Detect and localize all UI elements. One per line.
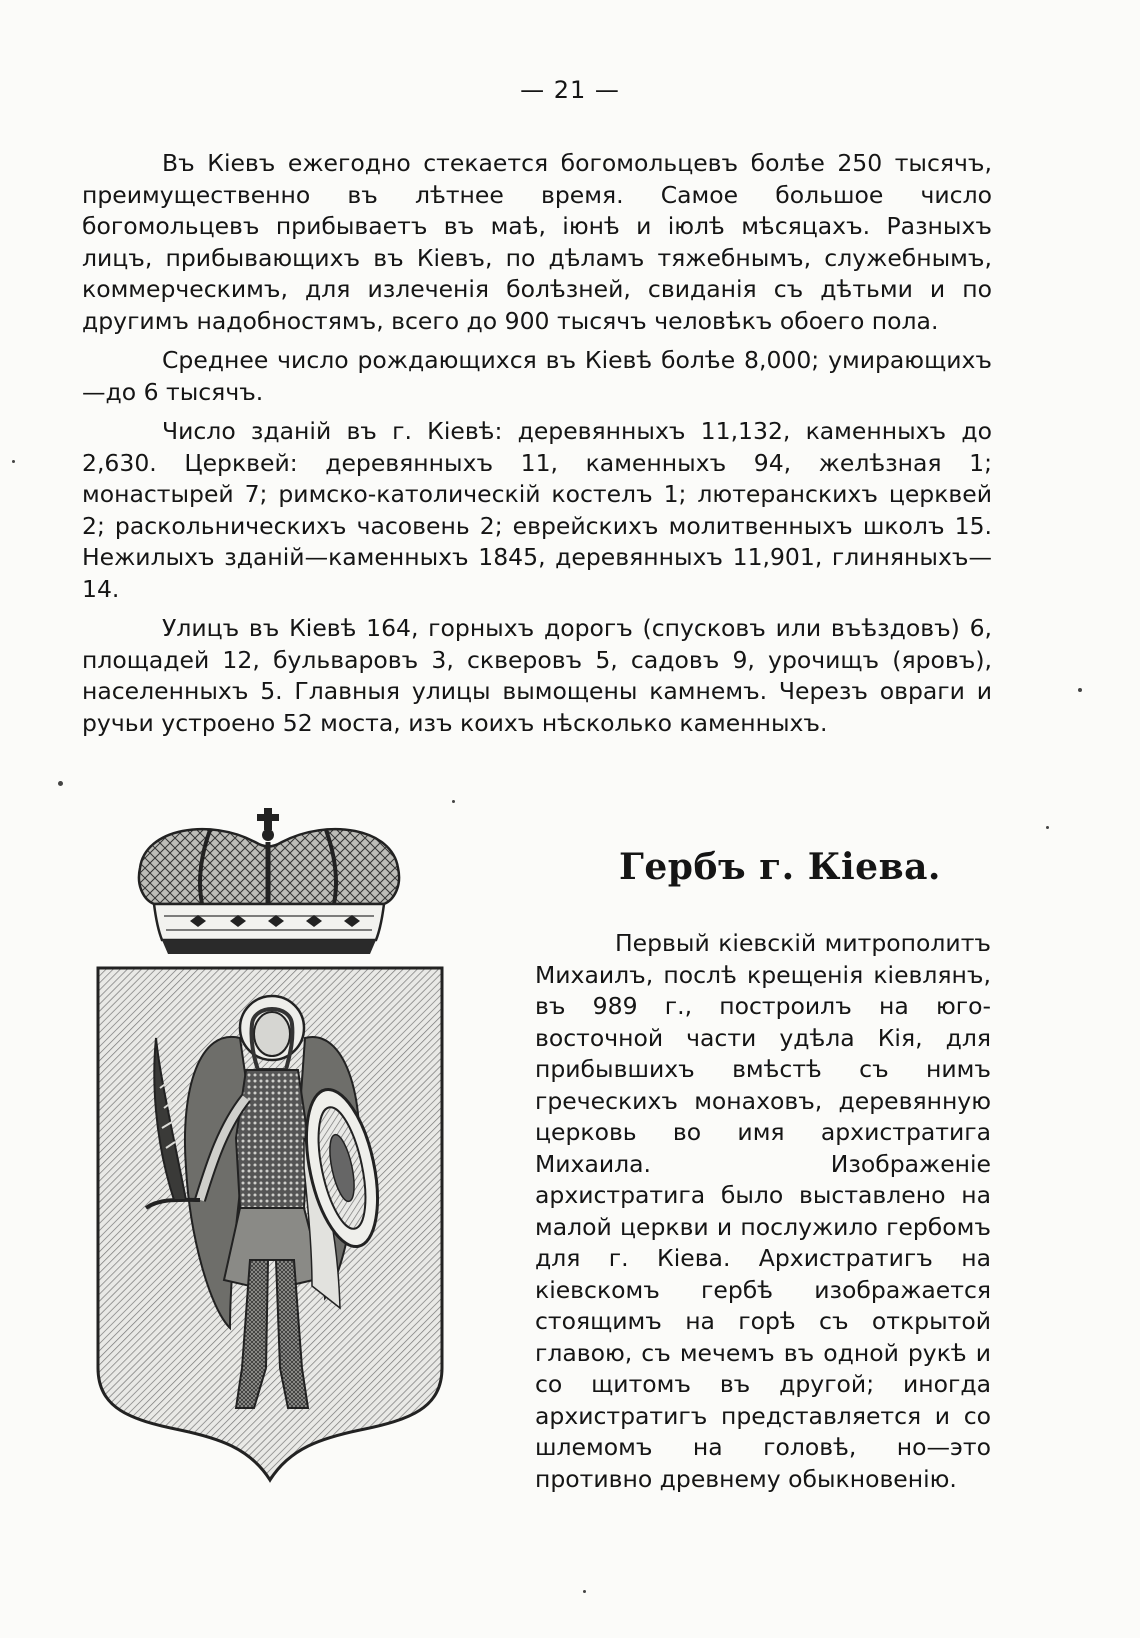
paragraph-births-deaths: Среднее число рождающихся въ Кіевѣ болѣе 8,000; умирающихъ—до 6 тысячъ. — [82, 346, 992, 406]
scan-speck — [58, 781, 63, 786]
crown-icon — [139, 808, 399, 954]
scan-speck — [1046, 826, 1049, 829]
coat-of-arms-description: Первый кіевскій митрополитъ Михаилъ, послѣ крещенія кіевлянъ, въ 989 г., построилъ на юго-восточной части удѣла Кія, для прибывшихъ вмѣстѣ съ нимъ греческихъ монаховъ, деревянную церковь во имя архистратига Михаила. Изображеніе архистратига было выставлено на малой церкви и послужило гербомъ для г. Кіева. Архистратигъ на кіевскомъ гербѣ изображается стоящимъ на горѣ съ открытой главою, съ мечемъ въ одной рукѣ и со щитомъ въ другой; иногда архистратигъ представляется и со шлемомъ на головѣ, но—это противно древнему обыкновенію. — [535, 929, 991, 1493]
scan-speck — [12, 460, 15, 463]
statistics-text — [82, 148, 992, 747]
paragraph-buildings: Число зданій въ г. Кіевѣ: деревянныхъ 11,132, каменныхъ до 2,630. Церквей: деревянныхъ 11, каменныхъ 94, желѣзная 1; монастырей 7; римско-католическій костелъ 1; лютеранскихъ церквей 2; раскольническихъ часовень 2; еврейскихъ молитвенныхъ школъ 15. Нежилыхъ зданій—каменныхъ 1845, деревянныхъ 11,901, глиняныхъ—14. — [82, 417, 992, 603]
kiev-coat-of-arms-illustration — [90, 808, 500, 1488]
scan-speck — [1078, 688, 1082, 692]
coat-of-arms-heading: Гербъ г. Кіева. — [619, 846, 941, 888]
page-number: — 21 — — [520, 76, 620, 104]
scan-speck — [452, 800, 455, 803]
paragraph-streets: Улицъ въ Кіевѣ 164, горныхъ дорогъ (спусковъ или въѣздовъ) 6, площадей 12, бульваровъ 3, скверовъ 5, садовъ 9, урочищъ (яровъ), населенныхъ 5. Главныя улицы вымощены камнемъ. Черезъ овраги и ручьи устроено 52 моста, изъ коихъ нѣсколько каменныхъ. — [82, 614, 992, 737]
paragraph-pilgrims: Въ Кіевъ ежегодно стекается богомольцевъ болѣе 250 тысячъ, преимущественно въ лѣтнее время. Самое большое число богомольцевъ прибываетъ въ маѣ, іюнѣ и іюлѣ мѣсяцахъ. Разныхъ лицъ, прибывающихъ въ Кіевъ, по дѣламъ тяжебнымъ, служебнымъ, коммерческимъ, для излеченія болѣзней, свиданія съ дѣтьми и по другимъ надобностямъ, всего до 900 тысячъ человѣкъ обоего пола. — [82, 149, 992, 335]
scan-speck — [583, 1590, 586, 1593]
